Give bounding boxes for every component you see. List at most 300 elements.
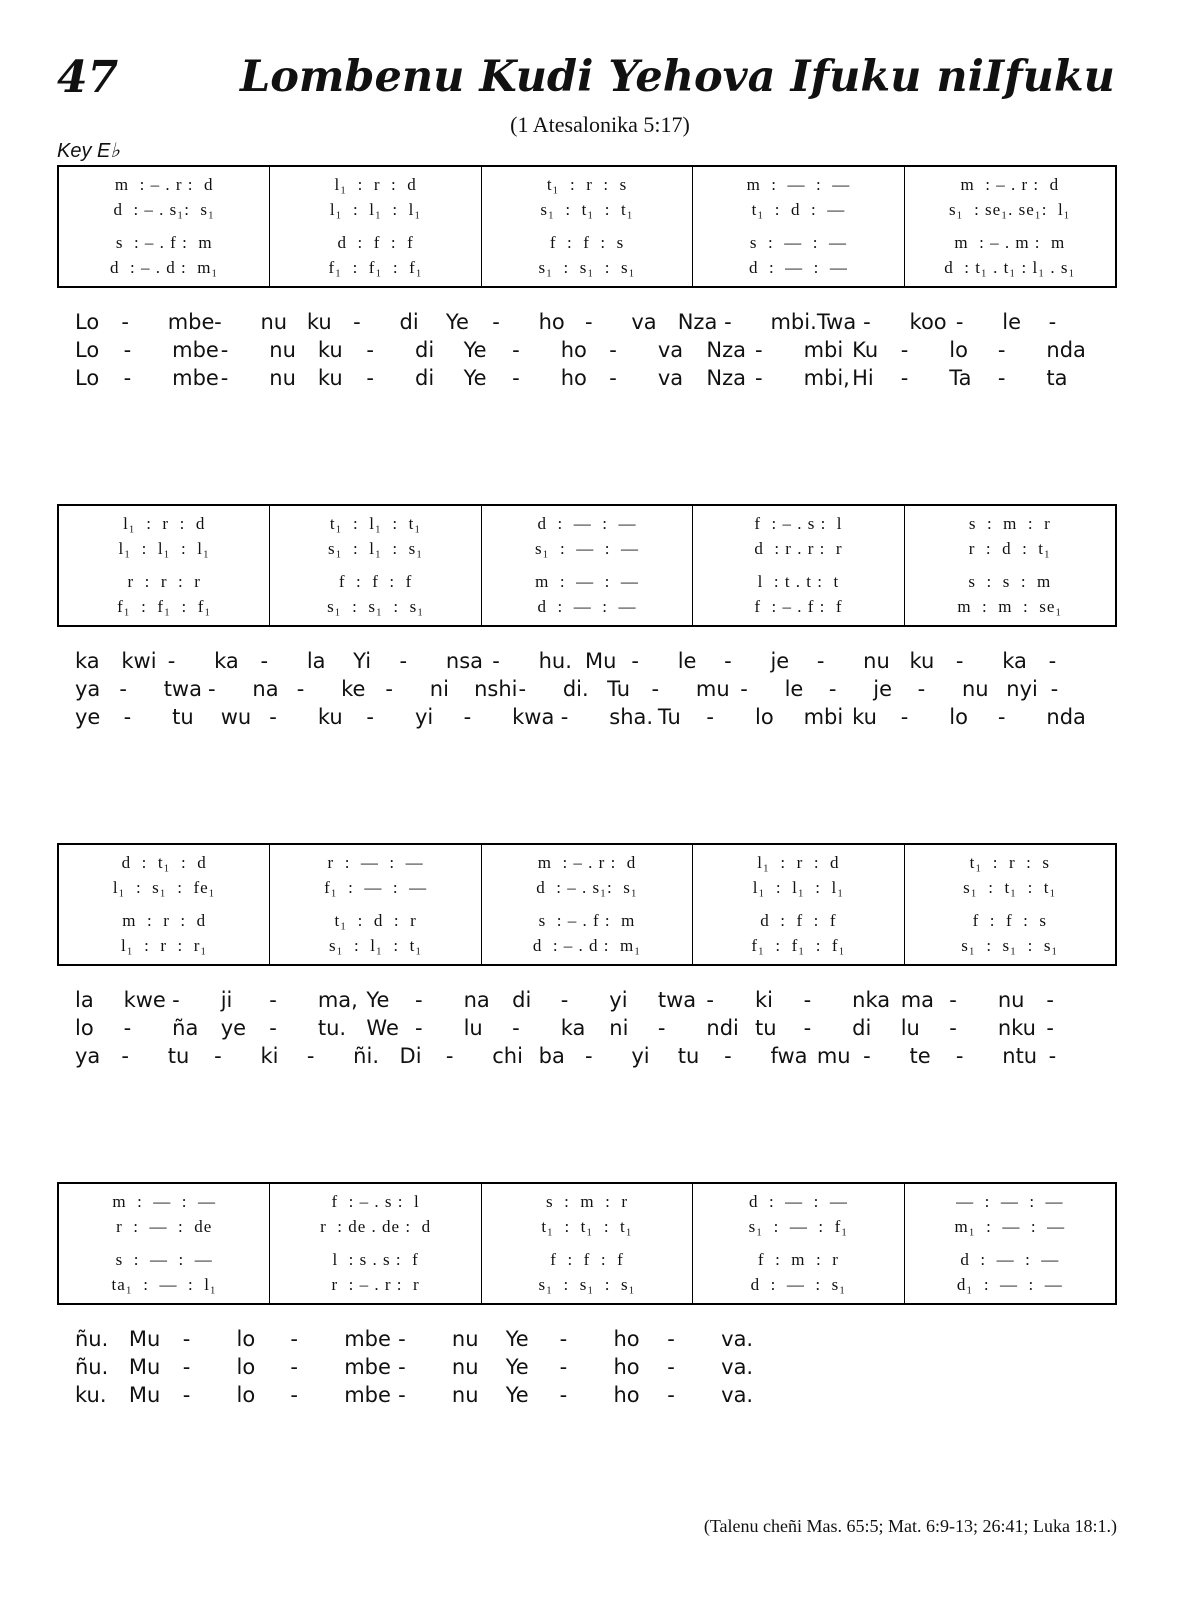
lyric-syllable: -	[123, 1016, 132, 1040]
voice-line: s₁ : s₁ : s₁	[327, 597, 425, 616]
lyric-syllable: lo	[236, 1355, 256, 1379]
lyric-syllable: la	[306, 649, 326, 673]
voice-line: f : f : f	[338, 572, 413, 591]
voice-line: s : — : —	[115, 1250, 213, 1269]
lyric-syllable: ta	[1046, 366, 1068, 390]
lyrics-block	[57, 1327, 1117, 1411]
lyrics-block	[57, 988, 1117, 1072]
lyric-syllable: -	[828, 677, 837, 701]
lyric-syllable: -	[1048, 649, 1057, 673]
lyric-syllable: Ye	[505, 1327, 529, 1351]
voice-line: s₁ : s₁ : s₁	[538, 258, 636, 277]
lyric-syllable: -	[398, 1355, 406, 1379]
voice-line: t₁ : d : r	[334, 911, 417, 930]
voice-line: — : — : —	[956, 1192, 1064, 1211]
voice-line: d : r . r : r	[754, 539, 843, 558]
lyric-syllable: We	[366, 1016, 399, 1040]
lyric-syllable: Lo	[75, 310, 100, 334]
lyric-syllable: Mu	[128, 1327, 161, 1351]
lyric-syllable: -	[121, 310, 129, 334]
lyric-syllable: Lo	[75, 338, 100, 362]
lyric-syllable: -	[667, 1383, 675, 1407]
lyric-syllable: -	[220, 366, 229, 390]
voice-line: f : m : r	[757, 1250, 839, 1269]
voice-line: ta₁ : — : l₁	[111, 1275, 217, 1294]
lyric-syllable: lo	[949, 705, 968, 729]
voice-line: r : – . r : r	[331, 1275, 420, 1294]
lyric-syllable: ma,	[317, 988, 358, 1012]
voice-line: s : s : m	[968, 572, 1052, 591]
lyric-syllable: -	[512, 338, 520, 362]
lyric-syllable: -	[755, 338, 763, 362]
lyric-syllable: la	[75, 988, 94, 1012]
lyric-syllable: Twa	[816, 310, 857, 334]
lyric-syllable: Mu	[585, 649, 617, 673]
lyric-syllable: na	[463, 988, 490, 1012]
voice-line: s₁ : — : —	[535, 539, 640, 558]
voice-line: f₁ : f₁ : f₁	[328, 258, 423, 277]
voice-line: l₁ : l₁ : l₁	[752, 878, 845, 897]
measure	[905, 506, 1115, 625]
lyric-syllable: nka	[852, 988, 891, 1012]
lyric-syllable: -	[260, 649, 269, 673]
lyric-line	[57, 705, 1117, 733]
lyric-syllable: -	[559, 1383, 568, 1407]
lyric-syllable: -	[1046, 988, 1054, 1012]
voice-line: r : r : r	[127, 572, 201, 591]
hymn-title: Lombenu Kudi Yehova Ifuku niIfuku	[240, 52, 1115, 102]
lyric-syllable: -	[269, 988, 277, 1012]
lyric-syllable: Ye	[463, 338, 487, 362]
voice-line: l₁ : r : d	[757, 853, 840, 872]
lyric-syllable: ba	[538, 1044, 565, 1068]
lyric-syllable: te	[909, 1044, 931, 1068]
lyric-line	[57, 1044, 1117, 1072]
voice-line: f : f : s	[549, 233, 625, 252]
lyric-syllable: tu	[172, 705, 194, 729]
lyric-syllable: Mu	[128, 1355, 161, 1379]
lyric-syllable: nku	[997, 1016, 1036, 1040]
lyric-syllable: -	[269, 1016, 277, 1040]
lyric-syllable: tu	[755, 1016, 777, 1040]
lyric-syllable: je	[770, 649, 790, 673]
voice-line: d : — : —	[537, 514, 637, 533]
lyric-syllable: mbi	[803, 338, 844, 362]
lyric-syllable: -	[657, 1016, 666, 1040]
lyric-syllable: ku	[909, 649, 935, 673]
lyric-syllable: -	[415, 1016, 423, 1040]
lyric-syllable: -	[182, 1383, 191, 1407]
lyric-syllable: lo	[949, 338, 968, 362]
measure	[59, 506, 270, 625]
lyric-syllable: mbi.	[770, 310, 817, 334]
lyric-syllable: Tu	[607, 677, 631, 701]
lyric-syllable: ho	[613, 1327, 640, 1351]
measure	[905, 167, 1115, 286]
lyric-syllable: -	[492, 310, 500, 334]
measure	[270, 845, 481, 964]
footer-references: (Talenu cheñi Mas. 65:5; Mat. 6:9-13; 26:41; Luka 18:1.)	[703, 1516, 1117, 1536]
lyric-syllable: ye	[220, 1016, 247, 1040]
voice-line: d : — : s₁	[750, 1275, 847, 1294]
lyric-syllable: tu	[167, 1044, 190, 1068]
lyric-syllable: -	[863, 1044, 871, 1068]
lyric-line	[57, 338, 1117, 366]
lyric-syllable: ho	[560, 338, 587, 362]
lyric-syllable: ka	[75, 649, 100, 673]
voice-line: s : m : r	[968, 514, 1051, 533]
lyric-syllable: mbe	[344, 1383, 391, 1407]
lyric-syllable: -	[366, 705, 374, 729]
lyric-line	[57, 649, 1117, 677]
voice-line: f₁ : — : —	[324, 878, 428, 897]
voice-line: f : f : f	[550, 1250, 624, 1269]
lyric-syllable: -	[269, 705, 277, 729]
voice-line: t₁ : t₁ : t₁	[541, 1217, 633, 1236]
lyric-syllable: va.	[721, 1327, 754, 1351]
lyric-syllable: -	[997, 366, 1006, 390]
voice-line: m : r : d	[122, 911, 207, 930]
lyric-syllable: -	[366, 366, 374, 390]
measure	[59, 167, 270, 286]
voice-line: d : f : f	[337, 233, 414, 252]
voice-line: s₁ : s₁ : s₁	[538, 1275, 636, 1294]
voice-line: f : f : s	[972, 911, 1048, 930]
lyric-syllable: -	[385, 677, 393, 701]
lyric-syllable: mu	[695, 677, 730, 701]
lyrics-block	[57, 649, 1117, 733]
voice-line: s₁ : l₁ : s₁	[328, 539, 424, 558]
lyric-syllable: Ku	[852, 338, 879, 362]
lyric-syllable: wu	[220, 705, 252, 729]
lyric-syllable: ya	[75, 1044, 101, 1068]
lyric-syllable: -	[398, 1383, 406, 1407]
lyric-syllable: -	[949, 988, 957, 1012]
music-system	[57, 843, 1117, 966]
voice-line: m : – . r : d	[114, 175, 214, 194]
voice-line: d : – . s₁: s₁	[536, 878, 638, 897]
lyric-syllable: ya	[75, 677, 101, 701]
lyric-syllable: kwi	[121, 649, 157, 673]
lyric-syllable: mu	[816, 1044, 851, 1068]
lyric-syllable: ku	[317, 338, 343, 362]
lyric-syllable: di	[399, 310, 419, 334]
lyric-syllable: -	[123, 366, 132, 390]
lyric-syllable: ho	[560, 366, 587, 390]
lyric-syllable: ntu	[1002, 1044, 1038, 1068]
lyric-syllable: Nza	[706, 366, 747, 390]
measure	[59, 1184, 270, 1303]
lyric-syllable: -	[290, 1327, 298, 1351]
lyric-syllable: -	[415, 988, 423, 1012]
measure	[693, 506, 904, 625]
lyric-syllable: -	[609, 338, 617, 362]
lyric-syllable: twa	[657, 988, 697, 1012]
voice-line: l₁ : l₁ : l₁	[329, 200, 422, 219]
voice-line: d₁ : — : —	[956, 1275, 1063, 1294]
measure	[482, 845, 693, 964]
lyric-syllable: -	[182, 1355, 191, 1379]
lyric-line	[57, 366, 1117, 394]
lyric-syllable: di.	[562, 677, 589, 701]
lyric-syllable: le	[677, 649, 697, 673]
lyric-syllable: -	[123, 338, 132, 362]
voice-line: s₁ : l₁ : t₁	[328, 936, 423, 955]
lyric-syllable: mbi	[803, 705, 844, 729]
measure	[482, 167, 693, 286]
lyric-syllable: Mu	[128, 1383, 161, 1407]
lyric-syllable: ni	[609, 1016, 629, 1040]
lyric-syllable: lo	[755, 705, 774, 729]
lyric-syllable: -	[667, 1355, 675, 1379]
lyric-syllable: ma	[900, 988, 935, 1012]
measure	[905, 1184, 1115, 1303]
measure	[693, 167, 904, 286]
lyric-syllable: -	[518, 677, 527, 701]
lyric-syllable: ka	[560, 1016, 586, 1040]
lyric-syllable: -	[306, 1044, 315, 1068]
music-system	[57, 504, 1117, 627]
lyric-syllable: -	[445, 1044, 454, 1068]
lyric-syllable: yi	[609, 988, 628, 1012]
lyric-syllable: le	[1002, 310, 1022, 334]
voice-line: s₁ : s₁ : s₁	[961, 936, 1059, 955]
measure	[482, 1184, 693, 1303]
voice-line: l₁ : s₁ : fe₁	[112, 878, 216, 897]
lyric-syllable: Ta	[949, 366, 972, 390]
lyric-syllable: -	[559, 1355, 568, 1379]
voice-line: d : — : —	[748, 1192, 848, 1211]
lyric-syllable: -	[296, 677, 305, 701]
voice-line: m : – . r : d	[537, 853, 637, 872]
lyric-syllable: -	[706, 988, 714, 1012]
lyric-syllable: tu.	[317, 1016, 347, 1040]
lyric-syllable: -	[706, 705, 714, 729]
scripture-reference: (1 Atesalonika 5:17)	[510, 112, 690, 137]
lyric-syllable: Nza	[706, 338, 747, 362]
lyric-syllable: ye	[75, 705, 101, 729]
voice-line: s₁ : se₁. se₁: l₁	[949, 200, 1071, 219]
lyric-syllable: -	[997, 338, 1006, 362]
voice-line: r : — : de	[116, 1217, 213, 1236]
voice-line: d : t₁ . t₁ : l₁ . s₁	[944, 258, 1076, 277]
lyric-line	[57, 1016, 1117, 1044]
measure	[270, 1184, 481, 1303]
voice-line: m : — : —	[535, 572, 639, 591]
voice-line: m : m : se₁	[957, 597, 1063, 616]
lyric-syllable: ki	[755, 988, 773, 1012]
voice-line: d : – . d : m₁	[110, 258, 219, 277]
voice-line: f : – . s : l	[331, 1192, 420, 1211]
lyric-syllable: lo	[236, 1383, 256, 1407]
lyric-syllable: ña	[172, 1016, 199, 1040]
voice-line: f : – . f : f	[754, 597, 843, 616]
lyric-syllable: -	[214, 310, 222, 334]
voice-line: d : t₁ : d	[121, 853, 207, 872]
lyric-syllable: nu	[451, 1383, 479, 1407]
voice-line: d : – . d : m₁	[532, 936, 642, 955]
lyric-syllable: Ye	[463, 366, 487, 390]
measure	[905, 845, 1115, 964]
lyric-syllable: -	[463, 705, 472, 729]
music-system	[57, 1182, 1117, 1305]
voice-line: t₁ : d : —	[751, 200, 846, 219]
lyric-syllable: -	[492, 649, 500, 673]
voice-line: m : – . r : d	[960, 175, 1060, 194]
lyric-syllable: va	[657, 366, 684, 390]
lyric-syllable: ho	[538, 310, 565, 334]
lyric-syllable: -	[512, 1016, 520, 1040]
lyric-syllable: nsa	[445, 649, 484, 673]
lyric-syllable: mbi,	[803, 366, 850, 390]
voice-line: l₁ : r : d	[334, 175, 417, 194]
lyric-syllable: -	[863, 310, 871, 334]
lyric-syllable: -	[724, 310, 732, 334]
lyric-syllable: -	[585, 310, 593, 334]
lyric-syllable: ke	[341, 677, 366, 701]
lyric-syllable: ka	[214, 649, 239, 673]
lyric-syllable: nu	[863, 649, 890, 673]
lyric-syllable: -	[917, 677, 926, 701]
voice-line: f₁ : f₁ : f₁	[751, 936, 846, 955]
lyric-line	[57, 988, 1117, 1016]
lyric-syllable: -	[1048, 1044, 1057, 1068]
lyric-syllable: Tu	[657, 705, 681, 729]
voice-line: t₁ : l₁ : t₁	[329, 514, 422, 533]
lyric-syllable: -	[900, 705, 909, 729]
lyric-syllable: Hi	[852, 366, 874, 390]
lyric-syllable: -	[816, 649, 825, 673]
lyric-syllable: mbe	[344, 1355, 391, 1379]
lyric-syllable: -	[955, 310, 964, 334]
lyric-syllable: -	[399, 649, 408, 673]
lyric-syllable: -	[182, 1327, 191, 1351]
lyric-syllable: lu	[900, 1016, 920, 1040]
lyric-syllable: -	[353, 310, 361, 334]
lyric-syllable: va	[631, 310, 657, 334]
lyric-syllable: -	[123, 705, 132, 729]
voice-line: l₁ : r : r₁	[121, 936, 208, 955]
lyric-syllable: -	[955, 1044, 964, 1068]
lyric-syllable: -	[1046, 1016, 1054, 1040]
voice-line: d : – . s₁: s₁	[113, 200, 215, 219]
voice-line: r : — : —	[327, 853, 424, 872]
lyric-syllable: nda	[1046, 705, 1086, 729]
measure	[482, 506, 693, 625]
lyric-syllable: -	[740, 677, 748, 701]
lyric-line	[57, 310, 1117, 338]
lyric-syllable: -	[724, 1044, 732, 1068]
lyric-syllable: ho	[613, 1383, 640, 1407]
lyric-syllable: -	[609, 366, 617, 390]
measure	[270, 167, 481, 286]
lyric-syllable: di	[415, 366, 435, 390]
lyric-syllable: yi	[631, 1044, 650, 1068]
lyric-syllable: -	[667, 1327, 675, 1351]
lyric-syllable: ji	[220, 988, 233, 1012]
lyric-syllable: ka	[1002, 649, 1027, 673]
lyric-syllable: ñu.	[75, 1327, 109, 1351]
lyric-syllable: kwe	[123, 988, 166, 1012]
lyric-syllable: hu.	[538, 649, 572, 673]
lyric-syllable: -	[724, 649, 732, 673]
measure	[693, 1184, 904, 1303]
lyric-syllable: -	[997, 705, 1006, 729]
lyric-syllable: -	[167, 649, 176, 673]
voice-line: t₁ : r : s	[969, 853, 1051, 872]
lyric-syllable: twa	[163, 677, 202, 701]
lyric-syllable: di	[415, 338, 435, 362]
lyric-syllable: na	[252, 677, 279, 701]
lyric-syllable: ho	[613, 1355, 640, 1379]
voice-line: l : t . t : t	[757, 572, 840, 591]
lyric-syllable: -	[214, 1044, 222, 1068]
lyric-syllable: -	[220, 338, 229, 362]
lyric-syllable: nshi	[474, 677, 518, 701]
lyric-syllable: Ye	[366, 988, 390, 1012]
lyric-syllable: ku	[852, 705, 877, 729]
lyric-syllable: -	[949, 1016, 957, 1040]
voice-line: t₁ : r : s	[546, 175, 628, 194]
lyric-syllable: -	[290, 1383, 298, 1407]
lyric-syllable: -	[366, 338, 374, 362]
voice-line: d : — : —	[960, 1250, 1060, 1269]
lyric-syllable: -	[900, 366, 909, 390]
lyric-syllable: nyi	[1006, 677, 1038, 701]
lyric-line	[57, 677, 1117, 705]
voice-line: d : f : f	[760, 911, 837, 930]
lyric-syllable: nu	[451, 1355, 479, 1379]
voice-line: s₁ : t₁ : t₁	[963, 878, 1057, 897]
measure	[270, 506, 481, 625]
lyric-syllable: sha.	[609, 705, 654, 729]
measure	[59, 845, 270, 964]
lyric-syllable: -	[208, 677, 216, 701]
lyric-syllable: mbe	[344, 1327, 391, 1351]
lyric-syllable: va	[657, 338, 684, 362]
voice-line: m : — : —	[746, 175, 851, 194]
lyric-syllable: di	[852, 1016, 872, 1040]
voice-line: s : – . f : m	[538, 911, 636, 930]
lyrics-block	[57, 310, 1117, 394]
voice-line: r : de . de : d	[320, 1217, 432, 1236]
lyric-line	[57, 1383, 1117, 1411]
voice-line: f₁ : f₁ : f₁	[117, 597, 212, 616]
measure	[693, 845, 904, 964]
lyric-syllable: Yi	[353, 649, 372, 673]
hymn-number: 47	[57, 52, 119, 103]
lyric-line	[57, 1327, 1117, 1355]
voice-line: s : m : r	[546, 1192, 628, 1211]
voice-line: s₁ : — : f₁	[748, 1217, 849, 1236]
lyric-syllable: -	[755, 366, 763, 390]
lyric-syllable: -	[651, 677, 660, 701]
lyric-syllable: tu	[677, 1044, 700, 1068]
lyric-syllable: ñi.	[353, 1044, 379, 1068]
lyric-syllable: -	[560, 705, 569, 729]
key-signature: Key E♭	[57, 140, 120, 162]
lyric-syllable: yi	[415, 705, 434, 729]
lyric-syllable: ñu.	[75, 1355, 109, 1379]
lyric-syllable: Ye	[505, 1383, 529, 1407]
lyric-syllable: mbe	[172, 338, 219, 362]
lyric-syllable: va.	[721, 1355, 754, 1379]
lyric-syllable: -	[1050, 677, 1059, 701]
lyric-syllable: je	[873, 677, 893, 701]
lyric-syllable: nda	[1046, 338, 1086, 362]
lyric-syllable: mbe	[167, 310, 215, 334]
voice-line: d : — : —	[748, 258, 848, 277]
